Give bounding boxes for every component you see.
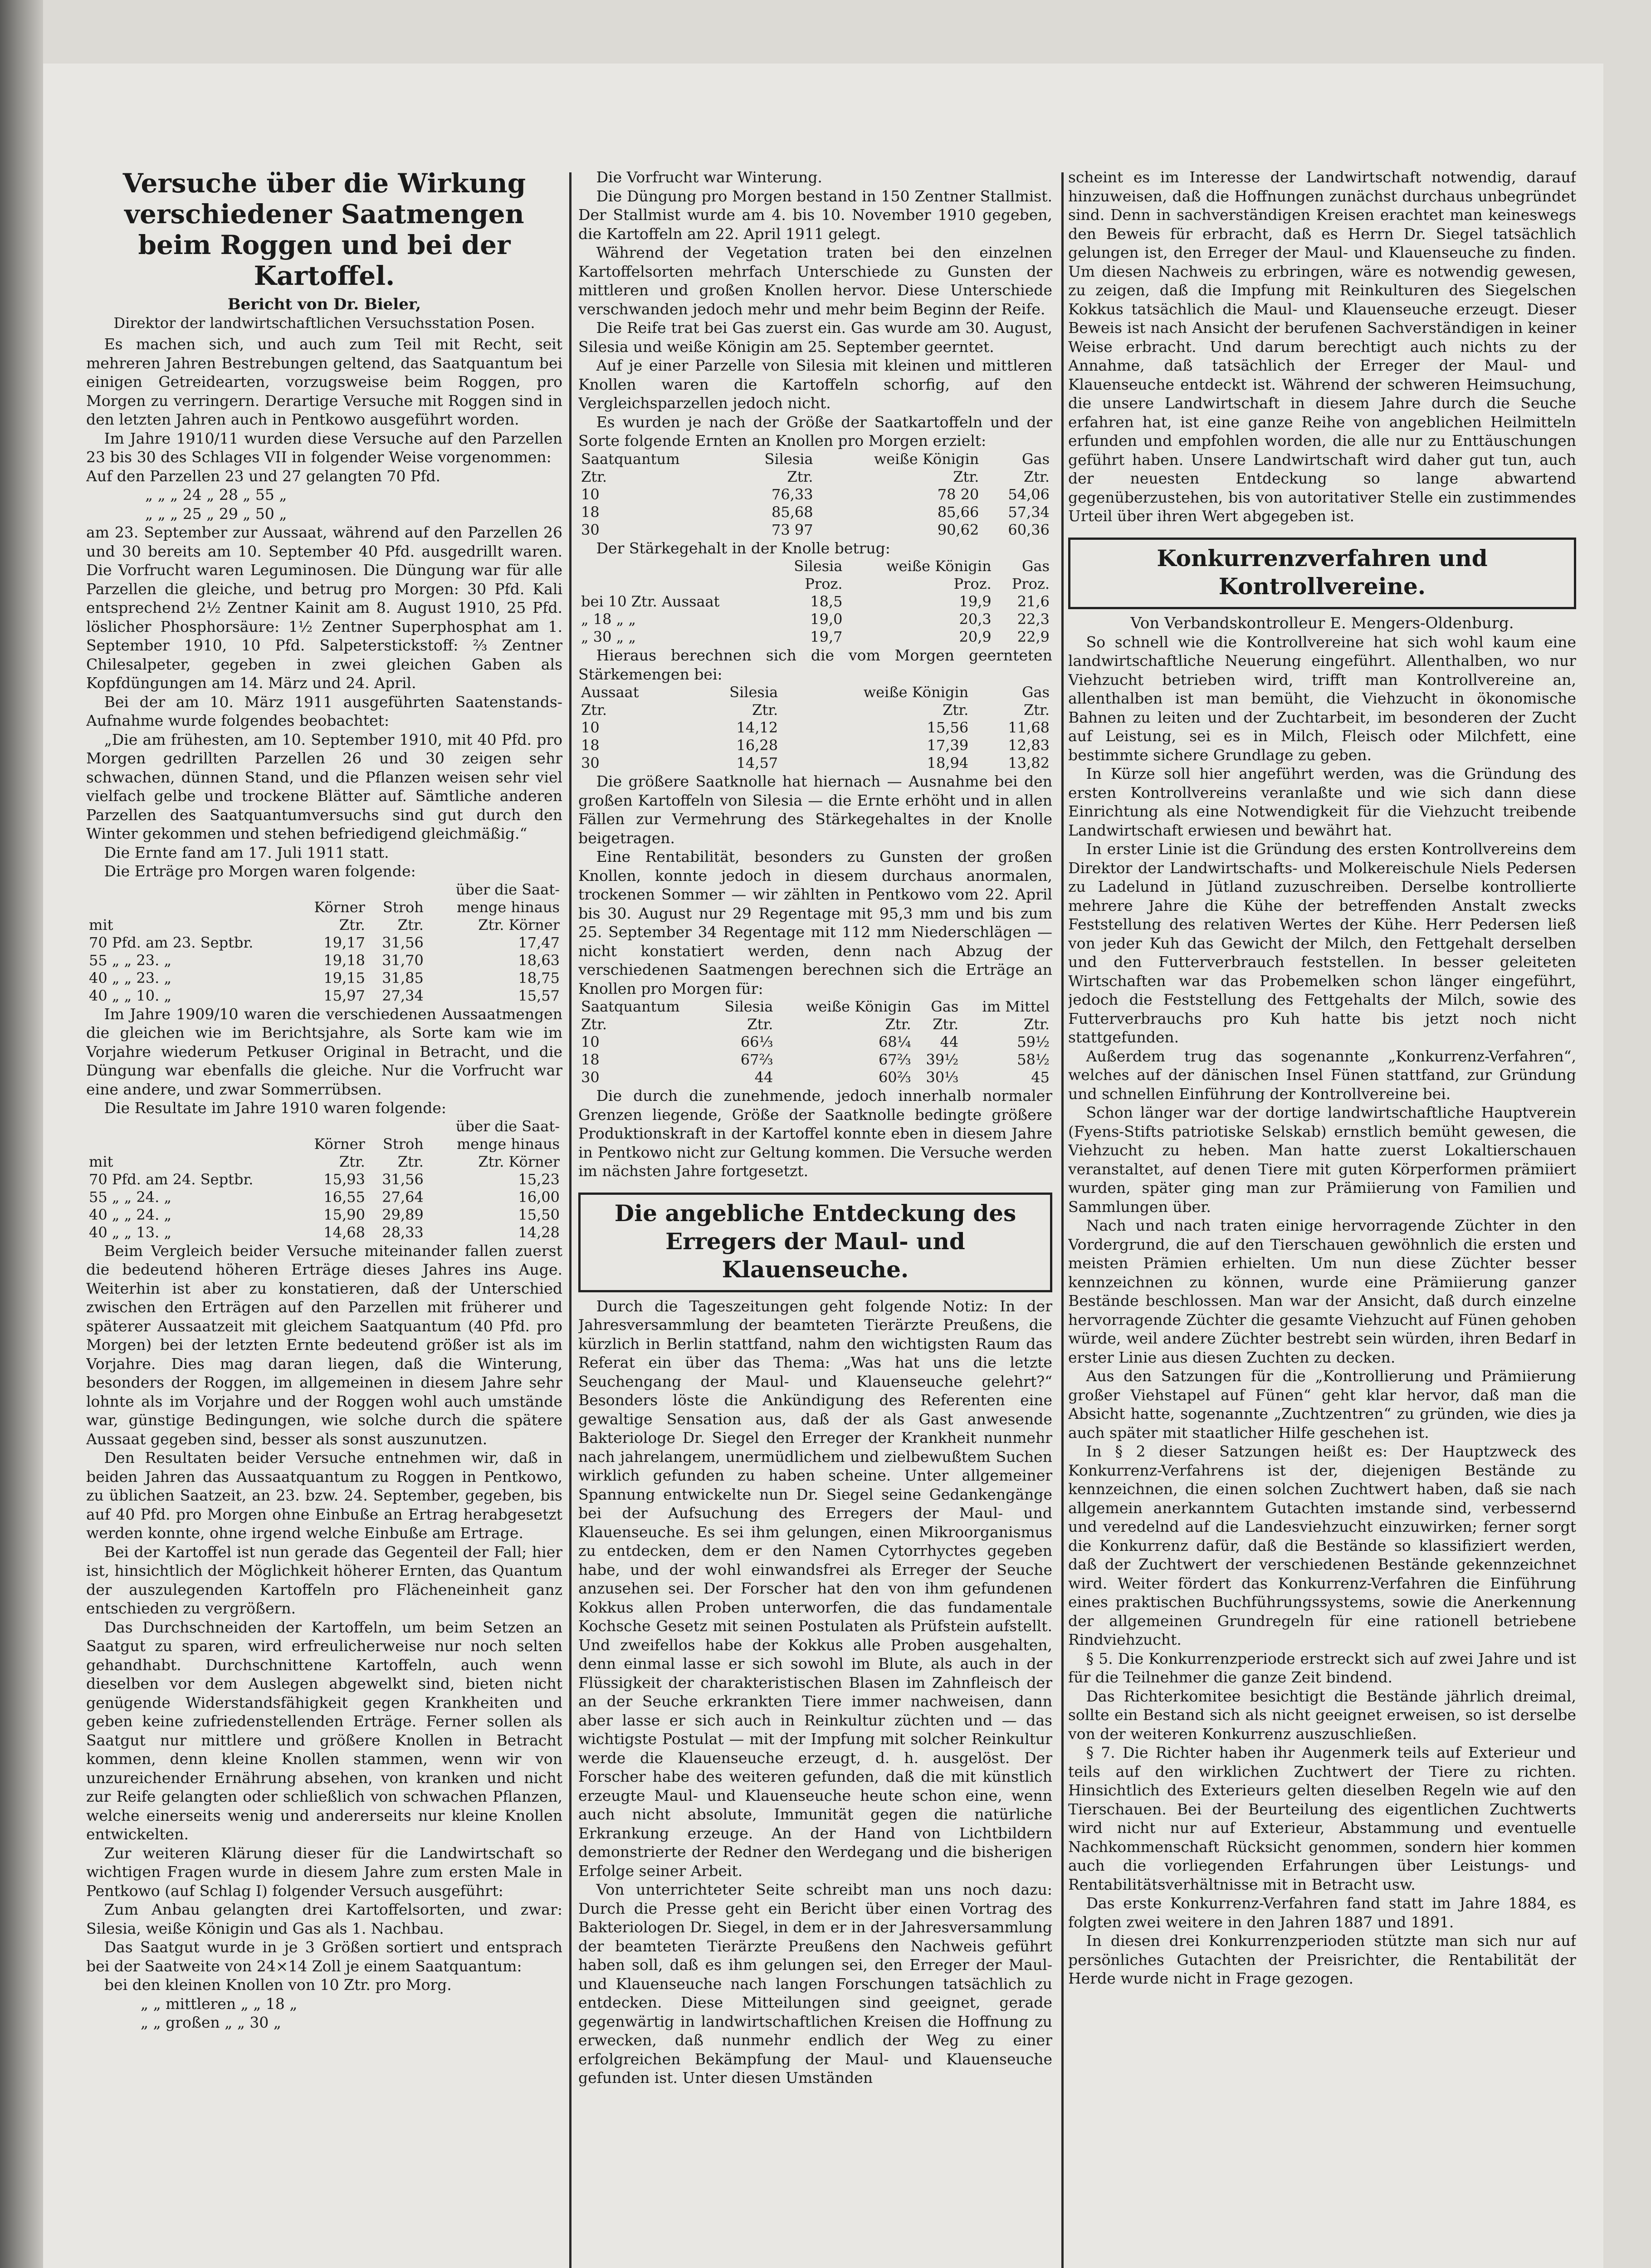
table-row: 55 „ „ 23. „ 19,18 31,70 18,63 (89, 951, 560, 969)
table-row: 18 85,68 85,66 57,34 (581, 503, 1050, 521)
table-row: 40 „ „ 24. „ 15,90 29,89 15,50 (89, 1206, 560, 1223)
paragraph: Die Vorfrucht war Winterung. (596, 168, 822, 186)
paragraph: Beim Vergleich beider Versuche miteinander fallen zuerst die bedeutend höheren Erträge dieses Jahres ins Auge. Weiterhin ist aber zu konstatieren, daß der Unterschied zwischen den Erträgen auf den Parzellen mit früherer und späterer Aussaatzeit mit gleichem Saatquantum (40 Pfd. pro Morgen) bei der letzten Ernte bedeutend größer ist als im Vorjahre. Dies mag daran liegen, daß die Winterung, besonders der Roggen, im allgemeinen in diesem Jahre sehr lohnte als im Vorjahre und der Roggen wohl auch umstände war, günstige Bedingungen, wie solche durch die spätere Aussaat gegeben sind, besser als sonst auszunutzen. (86, 1242, 562, 1448)
table-row: 40 „ „ 23. „ 19,15 31,85 18,75 (89, 969, 560, 987)
paragraph: scheint es im Interesse der Landwirtschaft notwendig, darauf hinzuweisen, daß die Hoffnungen zunächst durchaus unbegründet sind. Denn in sachverständigen Kreisen erachtet man keineswegs den Beweis für erbracht, daß es Herrn Dr. Siegel tatsächlich gelungen ist, den Erreger der Maul- und Klauenseuche zu finden. Um diesen Nachweis zu erbringen, wäre es notwendig gewesen, zu zeigen, daß die Impfung mit Reinkulturen des Siegelschen Kokkus tatsächlich die Maul- und Klauenseuche erzeugt. Dieser Beweis ist nach Ansicht der berufenen Sachverständigen in keiner Weise erbracht. Und darum berechtigt auch nichts zu der Annahme, daß tatsächlich der Erreger der Maul- und Klauenseuche entdeckt ist. Während der schweren Heimsuchung, die unsere Landwirtschaft in diesem Jahre durch die Seuche erfahren hat, ist eine ganze Reihe von angeblichen Heilmitteln erfunden und empfohlen worden, die alle nur zu Enttäuschungen geführt haben. Unsere Landwirtschaft wird daher gut tun, auch der neuesten Entdeckung so lange abwartend gegenüberzustehen, bis von autoritativer Stelle ein zustimmendes Urteil über ihren Wert abgegeben ist. (1068, 168, 1576, 525)
paragraph: Den Resultaten beider Versuche entnehmen wir, daß in beiden Jahren das Aussaatquantum zu Roggen in Pentkowo, zu üblichen Saatzeit, an 23. bzw. 24. September, gegeben, bis auf 40 Pfd. pro Morgen ohne Einbuße an Ertrag herabgesetzt werden konnte, ohne irgend welche Einbuße am Ertrage. (86, 1449, 562, 1542)
table-row: 30 14,57 18,94 13,82 (581, 754, 1050, 772)
yield-table-1911: über die Saat- Körner Stroh menge hinaus mit Ztr. Ztr. Ztr. Körner 70 Pfd. am 23. Septbr. 19,17 31,56 17,47 55 „ „ 23. „ 19,18 31,70 18,63 40 „ „ 23. „ 19,15 31,85 18,75 40 „ „ 10. „ 15,97 27,34 15,57 (86, 881, 562, 1005)
table-row: 70 Pfd. am 23. Septbr. 19,17 31,56 17,47 (89, 934, 560, 951)
paragraph: Es wurden je nach der Größe der Saatkartoffeln und der Sorte folgende Ernten an Knollen pro Morgen erzielt: (578, 413, 1052, 450)
article-title: Versuche über die Wirkung verschiedener Saatmengen beim Roggen und bei der Kartoffel. (122, 168, 526, 291)
paragraph: Bei der am 10. März 1911 ausgeführten Saatenstands-Aufnahme wurde folgendes beobachtet: (86, 693, 562, 729)
paragraph: Das Richterkomitee besichtigt die Bestände jährlich dreimal, sollte ein Bestand sich als nicht geeignet erweisen, so ist derselbe von der weiteren Konkurrenz auszuschließen. (1068, 1687, 1576, 1743)
table-row: 30 44 60⅔ 30⅓ 45 (581, 1069, 1050, 1086)
paragraph: Die durch die zunehmende, jedoch innerhalb normaler Grenzen liegende, Größe der Saatknolle bedingte größere Produktionskraft in der Kartoffel konnte eben in diesem Jahre in Pentkowo nicht zur Geltung kommen. Die Versuche werden im nächsten Jahre fortgesetzt. (578, 1087, 1052, 1180)
paragraph: § 5. Die Konkurrenzperiode erstreckt sich auf zwei Jahre und ist für die Teilnehmer die ganze Zeit bindend. (1068, 1649, 1576, 1686)
paragraph: Im Jahre 1909/10 waren die verschiedenen Aussaatmengen die gleichen wie im Berichtsjahre, als Sorte kam wie im Vorjahre wiederum Petkuser Original in Betracht, und die Düngung war ebenfalls die gleiche. Nur die Vorfrucht war eine andere, und zwar Sommerrübsen. (86, 1005, 562, 1098)
paragraph: Die Ernte fand am 17. Juli 1911 statt. (104, 843, 389, 861)
table-row: 18 16,28 17,39 12,83 (581, 737, 1050, 754)
paragraph: Im Jahre 1910/11 wurden diese Versuche auf den Parzellen 23 bis 30 des Schlages VII in folgender Weise vorgenommen: (86, 429, 562, 466)
table-row: 10 66⅓ 68¼ 44 59½ (581, 1033, 1050, 1051)
harvest-table: Saatquantum Silesia weiße Königin Gas Ztr. Ztr. Ztr. Ztr. 10 76,33 78 20 54,06 18 85,68 85,66 57,34 30 73 97 90,62 60,36 (578, 450, 1052, 539)
table-row: bei 10 Ztr. Aussaat 18,5 19,9 21,6 (581, 593, 1050, 610)
table-row: 18 67⅔ 67⅔ 39½ 58½ (581, 1051, 1050, 1068)
seed-line: „ „ mittleren „ „ 18 „ (141, 1994, 298, 2013)
paragraph: Das Durchschneiden der Kartoffeln, um beim Setzen an Saatgut zu sparen, wird erfreulicherweise nur noch selten gehandhabt. Durchschnittene Kartoffeln, auch wenn dieselben vor dem Auslegen abgewelkt sind, bieten nicht genügende Widerstandsfähigkeit gegen Krankheiten und geben keine zufriedenstellenden Erträge. Ferner sollen als Saatgut nur mittlere und größere Knollen in Betracht kommen, denn kleine Knollen stammen, wenn wir von unzureichender Ernährung absehen, von kranken und nicht zur Reife gelangten oder schließlich von schwachen Pflanzen, welche einerseits wenig und andererseits nur kleine Knollen entwickelten. (86, 1618, 562, 1843)
paragraph: In diesen drei Konkurrenzperioden stützte man sich nur auf persönliches Gutachten der Preisrichter, die Rentabilität der Herde wurde nicht in Frage gezogen. (1068, 1932, 1576, 1987)
paragraph: Die Resultate im Jahre 1910 waren folgende: (104, 1099, 447, 1117)
byline: Bericht von Dr. Bieler, (227, 295, 421, 313)
article-title: Die angebliche Entdeckung des Erregers der Maul- und Klauenseuche. (614, 1199, 1016, 1283)
newspaper-page (43, 64, 1603, 2268)
paragraph: Durch die Tageszeitungen geht folgende Notiz: In der Jahresversammlung der beamteten Tierärzte Preußens, die kürzlich in Berlin stattfand, nahm den wichtigsten Raum das Referat ein über das Thema: „Was hat uns die letzte Seuchengang der Maul- und Klauenseuche gelehrt?“ Besonders löste die Ankündigung des Referenten eine gewaltige Sensation aus, daß der als Gast anwesende Bakteriologe Dr. Siegel den Erreger der Krankheit nunmehr nach jahrelangem, unermüdlichem und zielbewußtem Suchen wirklich gefunden zu haben scheine. Unter allgemeiner Spannung entwickelte nun Dr. Siegel seine Gedankengänge bei der Aufsuchung des Erregers der Maul- und Klauenseuche. Es sei ihm gelungen, einen Mikroorganismus zu entdecken, dem er den Namen Cytorrhyctes gegeben habe, und der wohl einwandsfrei als Erreger der Seuche anzusehen sei. Der Forscher hat den von ihm gefundenen Kokkus allen Proben unterworfen, die das fundamentale Kochsche Gesetz mit seinen Postulaten als Prüfstein aufstellt. Und zweifellos habe der Kokkus alle Proben ausgehalten, denn einmal lasse er sich sowohl im Blute, als auch in der Flüssigkeit der charakteristischen Blasen im Zahnfleisch der an der Seuche erkrankten Tiere immer nachweisen, dann aber lasse er sich auch in Reinkultur züchten und — das wichtigste Postulat — mit der Impfung mit solcher Reinkultur werde die Klauenseuche erzeugt, d. h. ausgelöst. Der Forscher habe des weiteren gefunden, daß die mit künstlich erzeugte Maul- und Klauenseuche heute schon eine, wenn auch nicht absolute, Immunität gegen die natürliche Erkrankung erzeuge. An der Hand von Lichtbildern demonstrierte der Redner den Werdegang und die bisherigen Erfolge seiner Arbeit. (578, 1297, 1052, 1880)
scan-border (0, 0, 43, 2268)
plot-line: Auf den Parzellen 23 und 27 gelangten 70 Pfd. (86, 467, 441, 485)
table-row: „ 30 „ „ 19,7 20,9 22,9 (581, 628, 1050, 645)
table-row: „ 18 „ „ 19,0 20,3 22,3 (581, 611, 1050, 628)
net-yield-table: Saatquantum Silesia weiße Königin Gas im Mittel Ztr. Ztr. Ztr. Ztr. Ztr. 10 66⅓ 68¼ 44 59½ 18 67⅔ 67⅔ 39½ 58½ 30 44 60⅔ 30⅓ 45 (578, 998, 1052, 1086)
paragraph: In Kürze soll hier angeführt werden, was die Gründung des ersten Kontrollvereins veranlaßte und wie sich dann diese Einrichtung als eine Notwendigkeit für die Viehzucht treibende Landwirtschaft erwiesen und bewährt hat. (1068, 765, 1576, 839)
paragraph: Während der Vegetation traten bei den einzelnen Kartoffelsorten mehrfach Unterschiede zu Gunsten der mittleren und großen Knollen hervor. Diese Unterschiede verschwanden jedoch mehr und mehr beim Beginn der Reife. (578, 244, 1052, 318)
table-row: 10 76,33 78 20 54,06 (581, 485, 1050, 503)
starch-content-table: Silesia weiße Königin Gas Proz. Proz. Proz. bei 10 Ztr. Aussaat 18,5 19,9 21,6 „ 18 „ „ 19,0 20,3 22,3 „ 30 „ „ 19,7 20,9 22,9 (578, 557, 1052, 646)
column-rule (569, 172, 572, 2268)
seed-line: „ „ großen „ „ 30 „ (141, 2014, 282, 2031)
starch-yield-table: Aussaat Silesia weiße Königin Gas Ztr. Ztr. Ztr. Ztr. 10 14,12 15,56 11,68 18 16,28 17,39 12,83 30 14,57 18,94 13,82 (578, 684, 1052, 772)
paragraph: In erster Linie ist die Gründung des ersten Kontrollvereins dem Direktor der Landwirtschafts- und Molkereischule Niels Pedersen zu Ladelund in Jütland zuzuschreiben. Derselbe kontrollierte mehrere Jahre die Kühe der betreffenden Anstalt zwecks Feststellung des relativen Wertes der Kühe. Herr Pedersen ließ von jeder Kuh das Gewicht der Milch, den Fettgehalt derselben und den Futterverbrauch feststellen. In besser geleiteten Wirtschaften war das Probemelken schon länger eingeführt, jedoch die Feststellung des Fettgehalts der Milch, sowie des Futterverbrauchs pro Kuh hatte bis jetzt noch nicht stattgefunden. (1068, 840, 1576, 1046)
paragraph: Der Stärkegehalt in der Knolle betrug: (596, 539, 890, 557)
byline: Von Verbandskontrolleur E. Mengers-Oldenburg. (1130, 614, 1514, 632)
table-row: 40 „ „ 13. „ 14,68 28,33 14,28 (89, 1223, 560, 1241)
table-row: 55 „ „ 24. „ 16,55 27,64 16,00 (89, 1188, 560, 1206)
article-title: Konkurrenzverfahren und Kontrollvereine. (1157, 544, 1488, 600)
paragraph: Die größere Saatknolle hat hiernach — Ausnahme bei den großen Kartoffeln von Silesia — die Ernte erhöht und in allen Fällen zur Vermehrung des Stärkegehaltes in der Knolle beigetragen. (578, 772, 1052, 847)
paragraph: Auf je einer Parzelle von Silesia mit kleinen und mittleren Knollen waren die Kartoffeln schorfig, auf den Vergleichsparzellen jedoch nicht. (578, 357, 1052, 412)
paragraph: Aus den Satzungen für die „Kontrollierung und Prämiierung großer Viehstapel auf Fünen“ geht klar hervor, daß man die Absicht hatte, sogenannte „Zuchtzentren“ zu gründen, wie dies ja auch später mit staatlicher Hilfe geschehen ist. (1068, 1367, 1576, 1442)
paragraph: am 23. September zur Aussaat, während auf den Parzellen 26 und 30 bereits am 10. September 40 Pfd. ausgedrillt waren. Die Vorfrucht waren Leguminosen. Die Düngung war für alle Parzellen die gleiche, und betrug pro Morgen: 30 Pfd. Kali entsprechend 2½ Zentner Kainit am 8. August 1910, 25 Pfd. löslicher Phosphorsäure: 1½ Zentner Superphosphat am 1. September 1910, 10 Pfd. Salpeterstickstoff: ⅔ Zentner Chilesalpeter, gegeben in zwei gleichen Gaben als Kopfdüngungen am 14. März und 24. April. (86, 523, 562, 692)
paragraph: In § 2 dieser Satzungen heißt es: Der Hauptzweck des Konkurrenz-Verfahrens ist der, diejenigen Bestände zu kennzeichnen, die einen solchen Zuchtwert haben, daß sie nach allgemein anerkanntem Gutachten imstande sind, verbessernd und veredelnd auf die Landesviehzucht einzuwirken; ferner sorgt die Konkurrenz dafür, daß die Bestände so klassifiziert werden, daß der Zuchtwert der verschiedenen Bestände gekennzeichnet wird. Weiter fördert das Konkurrenz-Verfahren die Einführung eines praktischen Buchführungssystems, sowie die Anerkennung der allgemeinen Grundregeln für eine rationell betriebene Rindviehzucht. (1068, 1442, 1576, 1648)
plot-line: „ „ „ 25 „ 29 „ 50 „ (145, 504, 287, 523)
column-1 (86, 168, 562, 2032)
paragraph: Nach und nach traten einige hervorragende Züchter in den Vordergrund, die auf den Tierschauen gewöhnlich die ersten und meisten Prämien erhielten. Um nun diese Züchter besser kennzeichnen zu können, wurde eine Prämiierung ganzer Bestände beschlossen. Man war der Ansicht, daß durch einzelne hervorragende Züchter die gesamte Viehzucht auf Fünen gehoben würde, weil andere Züchter bestrebt sein würden, ihren Bedarf in erster Linie aus diesen Zuchten zu decken. (1068, 1217, 1576, 1366)
paragraph: Zum Anbau gelangten drei Kartoffelsorten, und zwar: Silesia, weiße Königin und Gas als 1. Nachbau. (86, 1901, 562, 1937)
seed-line: bei den kleinen Knollen von 10 Ztr. pro Morg. (104, 1976, 452, 1994)
table-row: 30 73 97 90,62 60,36 (581, 521, 1050, 538)
paragraph: Es machen sich, und auch zum Teil mit Recht, seit mehreren Jahren Bestrebungen geltend, das Saatquantum bei einigen Getreidearten, vorzugsweise beim Roggen, pro Morgen zu verringern. Derartige Versuche mit Roggen sind in den letzten Jahren auch in Pentkowo ausgeführt worden. (86, 335, 562, 428)
column-2 (578, 168, 1052, 2087)
table-row: 40 „ „ 10. „ 15,97 27,34 15,57 (89, 987, 560, 1004)
plot-line: „ „ „ 24 „ 28 „ 55 „ (145, 486, 287, 503)
column-rule (1061, 172, 1064, 2268)
paragraph: Das Saatgut wurde in je 3 Größen sortiert und entsprach bei der Saatweite von 24×14 Zoll je einem Saatquantum: (86, 1938, 562, 1975)
column-3 (1068, 168, 1576, 1988)
paragraph: Von unterrichteter Seite schreibt man uns noch dazu: Durch die Presse geht ein Bericht über einen Vortrag des Bakteriologen Dr. Siegel, in dem er in der Jahresversammlung der beamteten Tierärzte Preußens den Nachweis geführt haben soll, daß es ihm gelungen sei, den Erreger der Maul- und Klauenseuche nach langen Forschungen tatsächlich zu entdecken. Diese Mitteilungen sind geeignet, gerade gegenwärtig in landwirtschaftlichen Kreisen die Hoffnung zu erwecken, daß nunmehr endlich der Weg zu einer erfolgreichen Bekämpfung der Maul- und Klauenseuche gefunden ist. Unter diesen Umständen (578, 1881, 1052, 2087)
paragraph: Die Düngung pro Morgen bestand in 150 Zentner Stallmist. Der Stallmist wurde am 4. bis 10. November 1910 gegeben, die Kartoffeln am 22. April 1911 gelegt. (578, 187, 1052, 243)
table-row: 70 Pfd. am 24. Septbr. 15,93 31,56 15,23 (89, 1170, 560, 1188)
article-header-box (1068, 538, 1576, 609)
yield-table-1910: über die Saat- Körner Stroh menge hinaus mit Ztr. Ztr. Ztr. Körner 70 Pfd. am 24. Septbr. 15,93 31,56 15,23 55 „ „ 24. „ 16,55 27,64 16,00 40 „ „ 24. „ 15,90 29,89 15,50 40 „ „ 13. „ 14,68 28,33 14,28 (86, 1118, 562, 1242)
paragraph: Bei der Kartoffel ist nun gerade das Gegenteil der Fall; hier ist, hinsichtlich der Möglichkeit höherer Ernten, das Quantum der auszulegenden Kartoffeln pro Flächeneinheit ganz entschieden zu vergrößern. (86, 1543, 562, 1617)
paragraph: So schnell wie die Kontrollvereine hat sich wohl kaum eine landwirtschaftliche Neuerung eingeführt. Allenthalben, wo nur Viehzucht betrieben wird, trifft man Kontrollvereine an, allenthalben ist man bemüht, die Viehzucht in ökonomische Bahnen zu leiten und der Zuchtarbeit, im besonderen der Zucht auf Leistung, sei es in Milch, Fleisch oder Milchfett, eine bestimmte sichere Grundlage zu geben. (1068, 633, 1576, 764)
paragraph: Außerdem trug das sogenannte „Konkurrenz-Verfahren“, welches auf der dänischen Insel Fünen stattfand, zur Gründung und schnellen Einführung der Kontrollvereine bei. (1068, 1047, 1576, 1103)
paragraph: Zur weiteren Klärung dieser für die Landwirtschaft so wichtigen Fragen wurde in diesem Jahre zum ersten Male in Pentkowo (auf Schlag I) folgender Versuch ausgeführt: (86, 1844, 562, 1900)
paragraph: Hieraus berechnen sich die vom Morgen geernteten Stärkemengen bei: (578, 646, 1052, 683)
byline-affiliation: Direktor der landwirtschaftlichen Versuchsstation Posen. (113, 314, 535, 332)
paragraph: Schon länger war der dortige landwirtschaftliche Hauptverein (Fyens-Stifts patriotiske Selskab) ernstlich bemüht gewesen, die Viehzucht zu heben. Man hatte zuerst Lokaltierschauen veranstaltet, auf denen Tiere mit guten Körperformen prämiiert wurden, später ging man zur Prämiierung von Familien und Sammlungen über. (1068, 1104, 1576, 1216)
article-header-box (578, 1193, 1052, 1292)
table-row: 10 14,12 15,56 11,68 (581, 719, 1050, 736)
paragraph: § 7. Die Richter haben ihr Augenmerk teils auf Exterieur und teils auf den wirklichen Zuchtwert der Tiere zu richten. Hinsichtlich des Exterieurs gelten dieselben Regeln wie auf den Tierschauen. Bei der Beurteilung des eigentlichen Zuchtwerts wird nicht nur auf Exterieur, Abstammung und eventuelle Nachkommenschaft Rücksicht genommen, sondern hier kommen auch die vorliegenden Erfahrungen über Leistungs- und Rentabilitätsverhältnisse mit in Betracht usw. (1068, 1744, 1576, 1893)
paragraph: „Die am frühesten, am 10. September 1910, mit 40 Pfd. pro Morgen gedrillten Parzellen 26 und 30 zeigen sehr schwachen, dünnen Stand, und die Pflanzen weisen sehr viel vielfach gelbe und trockene Blätter auf. Sämtliche anderen Parzellen des Saatquantumversuchs sind gut durch den Winter gekommen und stehen befriedigend gleichmäßig.“ (86, 730, 562, 842)
paragraph: Die Reife trat bei Gas zuerst ein. Gas wurde am 30. August, Silesia und weiße Königin am 25. September geerntet. (578, 319, 1052, 356)
paragraph: Das erste Konkurrenz-Verfahren fand statt im Jahre 1884, es folgten zwei weitere in den Jahren 1887 und 1891. (1068, 1894, 1576, 1931)
paragraph: Eine Rentabilität, besonders zu Gunsten der großen Knollen, konnte jedoch in diesem durchaus anormalen, trockenen Sommer — wir zählten in Pentkowo vom 22. April bis 30. August nur 29 Regentage mit 95,3 mm und bis zum 25. September 34 Regentage mit 112 mm Niederschlägen — nicht konstatiert werden, denn nach Abzug der verschiedenen Saatmengen berechnen sich die Erträge an Knollen pro Morgen für: (578, 848, 1052, 997)
paragraph: Die Erträge pro Morgen waren folgende: (104, 862, 416, 880)
